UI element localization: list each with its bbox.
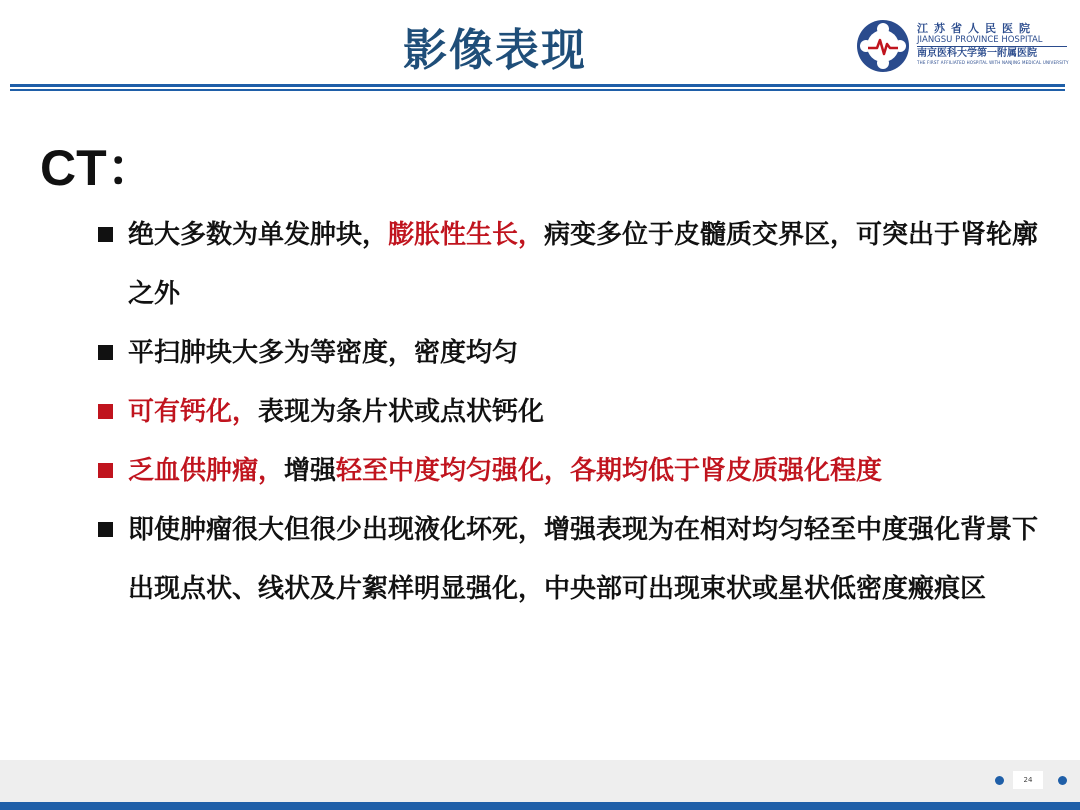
- footer-bar: [0, 802, 1080, 810]
- square-bullet-icon: [98, 404, 113, 419]
- hospital-emblem-icon: [855, 18, 911, 74]
- logo-university-en: THE FIRST AFFILIATED HOSPITAL WITH NANJING MEDICAL UNIVERSITY: [917, 60, 1069, 65]
- bullet-text: 可有钙化，: [128, 397, 259, 427]
- logo-name-cn: 江苏省人民医院: [917, 22, 1036, 35]
- header-divider: [10, 84, 1065, 87]
- header-divider-thin: [10, 89, 1065, 91]
- bullet-list: [96, 206, 1046, 619]
- logo-university-cn: 南京医科大学第一附属医院: [917, 48, 1037, 59]
- page-number: 24: [1013, 771, 1043, 789]
- footer-dot: [1058, 776, 1067, 785]
- footer-band: [0, 760, 1080, 802]
- bullet-text: 轻至中度均匀强化，各期均低于肾皮质强化程度: [336, 456, 883, 486]
- footer-dot: [995, 776, 1004, 785]
- square-bullet-icon: [98, 522, 113, 537]
- square-bullet-icon: [98, 227, 113, 242]
- bullet-item: [96, 206, 1046, 324]
- bullet-item: [96, 501, 1046, 619]
- bullet-text: 表现为条片状或点状钙化: [258, 397, 545, 427]
- square-bullet-icon: [98, 345, 113, 360]
- bullet-text: 病变多位于皮髓质交界区，可突出于肾轮廓之外: [128, 220, 1039, 309]
- logo-text: [917, 22, 1067, 66]
- section-heading: CT：: [40, 140, 157, 196]
- bullet-text: 乏血供肿瘤，: [128, 456, 285, 486]
- bullet-text: 膨胀性生长，: [388, 220, 545, 250]
- logo-name-en: JIANGSU PROVINCE HOSPITAL: [917, 35, 1067, 47]
- bullet-item: [96, 324, 1046, 383]
- slide-title: 影像表现: [403, 25, 587, 76]
- bullet-item: [96, 383, 1046, 442]
- square-bullet-icon: [98, 463, 113, 478]
- bullet-text: 平扫肿块大多为等密度，密度均匀: [128, 338, 519, 368]
- hospital-logo: [855, 18, 1070, 74]
- bullet-item: [96, 442, 1046, 501]
- bullet-text: 增强: [284, 456, 337, 486]
- bullet-text: 即使肿瘤很大但很少出现液化坏死，增强表现为在相对均匀轻至中度强化背景下出现点状、线状及片絮样明显强化，中央部可出现束状或星状低密度瘢痕区: [128, 515, 1039, 604]
- bullet-text: 绝大多数为单发肿块，: [128, 220, 389, 250]
